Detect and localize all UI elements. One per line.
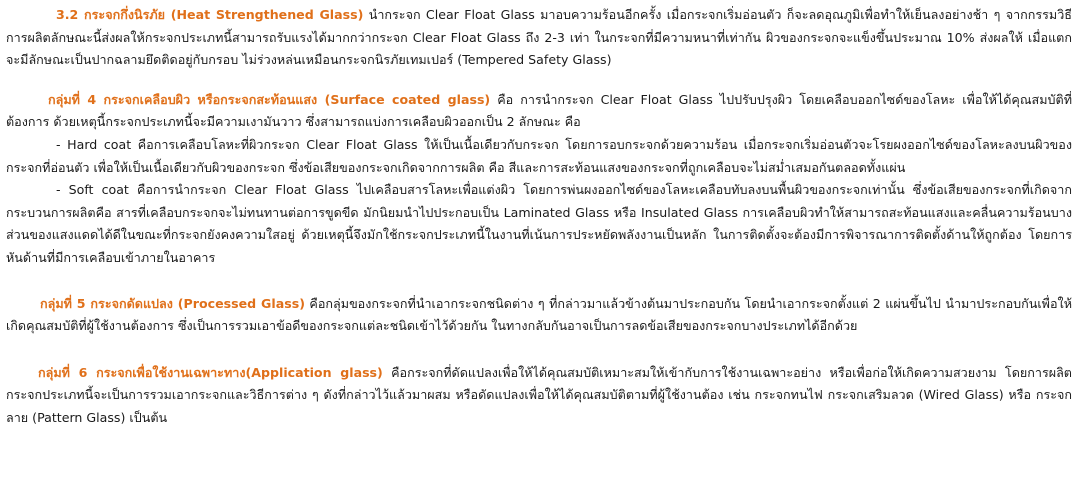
hard-coat-paragraph: - Hard coat คือการเคลือบโลหะที่ผิวกระจก Clear Float Glass ให้เป็นเนื้อเดียวกับกระจก โดยการอบกระจกด้วยความร้อน เมื่อกระจกเริ่มอ่อนตัวจะโรยผงออกไซด์ของโลหะลงบนผิวของกระจกที่อ่อนตัว เพื่อให้เป็นเนื้อเดียวกับผิวของกระจก ซึ่งข้อเสียของกระจกเกิดจากการผลิต คือ สีและการสะท้อนแสงของกระจกที่ถูกเคลือบจะไม่สม่ำเสมอกันตลอดทั้งแผ่น	[6, 136, 1072, 175]
group4-heading: กลุ่มที่ 4 กระจกเคลือบผิว หรือกระจกสะท้อนแสง (Surface coated glass)	[48, 91, 491, 107]
heat-strengthened-heading: 3.2 กระจกกึ่งนิรภัย (Heat Strengthened Glass)	[56, 7, 364, 22]
soft-coat-paragraph: - Soft coat คือการนำกระจก Clear Float Glass ไปเคลือบสารโลหะเพื่อแต่งผิว โดยการพ่นผงออกไซด์ของโลหะเคลือบทับลงบนพื้นผิวของกระจกเท่านั้น ซึ่งข้อเสียของกระจกที่เกิดจากกระบวนการผลิตคือ สารที่เคลือบกระจกจะไม่ทนทานต่อการขูดขีด มักนิยมนำไปประกอบเป็น Laminated Glass หรือ Insulated Glass การเคลือบผิวทำให้สามารถสะท้อนแสงและคลื่นความร้อนบางส่วนของแสงแดดได้ดีในขณะที่กระจกยังคงความใสอยู่ ด้วยเหตุนี้จึงมักใช้กระจกประเภทนี้ในงานที่เน้นการประหยัดพลังงานเป็นหลัก ในการติดตั้งจะต้องมีการพิจารณาการติดตั้งด้านให้ถูกต้อง โดยการหันด้านที่มีการเคลือบเข้าภายในอาคาร	[6, 182, 1072, 265]
heat-strengthened-paragraph	[6, 4, 1072, 72]
group5-heading: กลุ่มที่ 5 กระจกดัดแปลง (Processed Glass)	[40, 295, 305, 311]
heat-strengthened-body: นำกระจก Clear Float Glass มาอบความร้อนอีกครั้ง เมื่อกระจกเริ่มอ่อนตัว ก็จะลดอุณภูมิเพื่อทำให้เย็นลงอย่างช้า ๆ จากกรรมวิธี การผลิตลักษณะนี้ส่งผลให้กระจกประเภทนี้สามารถรับแรงได้มากกว่ากระจก Clear Float Glass ถึง 2-3 เท่า ในกระจกที่มีความหนาที่เท่ากัน ผิวของกระจกจะแข็งขึ้นประมาณ 10% ส่งผลให้ เมื่อแตกจะมีลักษณะเป็นปากฉลามยึดติดอยู่กับกรอบ ไม่ร่วงหล่นเหมือนกระจกนิรภัยเทมเปอร์ (Tempered Safety Glass)	[6, 7, 1072, 68]
group4-body: คือ การนำกระจก Clear Float Glass ไปปรับปรุงผิว โดยเคลือบออกไซด์ของโลหะ เพื่อให้ได้คุณสมบัติที่ต้องการ ด้วยเหตุนี้กระจกประเภทนี้จะมีความเงามันวาว ซึ่งสามารถแบ่งการเคลือบผิวออกเป็น 2 ลักษณะ คือ	[6, 91, 1072, 130]
group6-paragraph	[6, 362, 1072, 430]
spacer	[6, 72, 1072, 89]
group6-heading: กลุ่มที่ 6 กระจกเพื่อใช้งานเฉพาะทาง(Application glass)	[38, 364, 383, 380]
group6-body: คือกระจกที่ดัดแปลงเพื่อให้ได้คุณสมบัติเหมาะสมให้เข้ากับการใช้งานเฉพาะอย่าง หรือเพื่อก่อให้เกิดความสวยงาม โดยการผลิตกระจกประเภทนี้จะเป็นการรวมเอากระจกและวิธีการต่าง ๆ ดังที่กล่าวไว้แล้วมาผสม หรือดัดแปลงเพื่อให้ได้คุณสมบัติตามที่ผู้ใช้งานต้อง เช่น กระจกทนไฟ กระจกเสริมลวด (Wired Glass) หรือ กระจกลาย (Pattern Glass) เป็นต้น	[6, 364, 1072, 425]
spacer	[6, 270, 1072, 293]
group4-paragraph	[6, 89, 1072, 134]
group5-body: คือกลุ่มของกระจกที่นำเอากระจกชนิดต่าง ๆ ที่กล่าวมาแล้วข้างต้นมาประกอบกัน โดยนำเอากระจกตั้งแต่ 2 แผ่นขึ้นไป นำมาประกอบกันเพื่อให้เกิดคุณสมบัติที่ผู้ใช้งานต้องการ ซึ่งเป็นการรวมเอาข้อดีของกระจกแต่ละชนิดเข้าไว้ด้วยกัน ในทางกลับกันอาจเป็นการลดข้อเสียของกระจกบางประเภทได้อีกด้วย	[6, 295, 1072, 334]
spacer	[6, 338, 1072, 362]
group5-paragraph	[6, 293, 1072, 338]
